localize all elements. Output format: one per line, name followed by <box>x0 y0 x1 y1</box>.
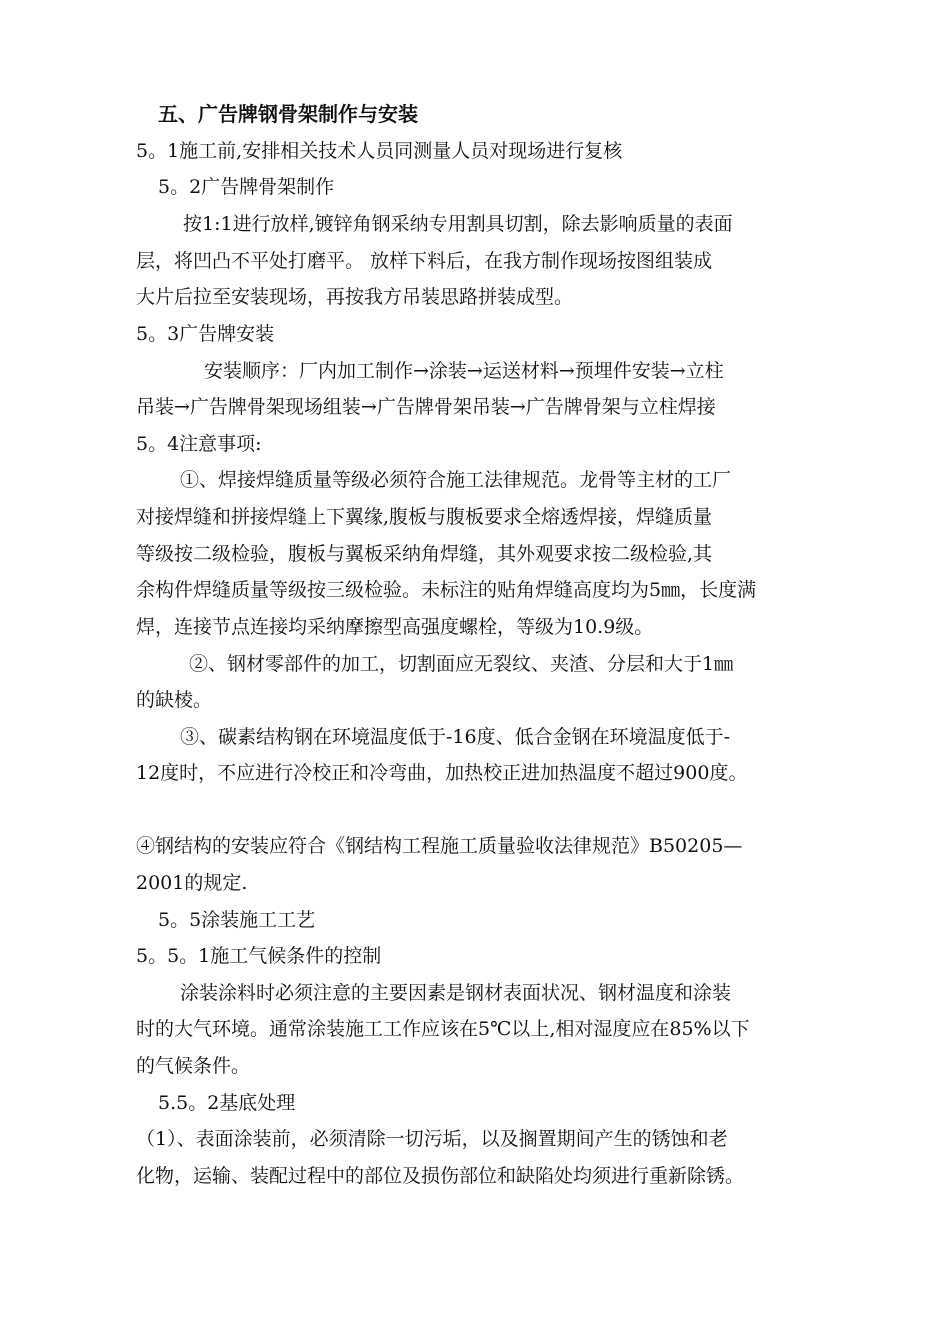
paragraph-5-5-1-line-3: 的气候条件。 <box>136 1055 251 1077</box>
paragraph-5-2-line-1: 按1:1进行放样,镀锌角钢采纳专用割具切割，除去影响质量的表面 <box>183 213 733 235</box>
section-title: 五、广告牌钢骨架制作与安装 <box>158 102 418 126</box>
paragraph-5-5-1-line-1: 涂装涂料时必须注意的主要因素是钢材表面状况、钢材温度和涂装 <box>180 982 732 1004</box>
item-4-line-1: ④钢结构的安装应符合《钢结构工程施工质量验收法律规范》B50205— <box>136 835 743 857</box>
heading-5-3: 5。3广告牌安装 <box>136 323 275 345</box>
heading-5-2: 5。2广告牌骨架制作 <box>158 176 335 198</box>
item-2-line-2: 的缺棱。 <box>136 689 213 711</box>
heading-5-5: 5。5涂装施工工艺 <box>158 909 316 931</box>
item-1-line-2: 对接焊缝和拼接焊缝上下翼缘,腹板与腹板要求全熔透焊接，焊缝质量 <box>136 506 713 528</box>
paragraph-5-5-2-line-1: （1）、表面涂装前，必须清除一切污垢，以及搁置期间产生的锈蚀和老 <box>136 1128 728 1150</box>
item-4-line-2: 2001的规定. <box>136 872 248 894</box>
item-1-line-4: 余构件焊缝质量等级按三级检验。未标注的贴角焊缝高度均为5㎜，长度满 <box>136 579 757 601</box>
item-3-line-2: 12度时，不应进行冷校正和冷弯曲，加热校正进加热温度不超过900度。 <box>136 762 748 784</box>
item-1-line-3: 等级按二级检验，腹板与翼板采纳角焊缝，其外观要求按二级检验,其 <box>136 543 713 565</box>
item-3-line-1: ③、碳素结构钢在环境温度低于-16度、低合金钢在环境温度低于- <box>180 726 731 748</box>
paragraph-5-5-1-line-2: 时的大气环境。通常涂装施工工作应该在5℃以上,相对湿度应在85%以下 <box>136 1018 750 1040</box>
heading-5-5-1: 5。5。1施工气候条件的控制 <box>136 945 382 967</box>
paragraph-5-3-line-1: 安装顺序：厂内加工制作→涂装→运送材料→预埋件安装→立柱 <box>204 360 724 382</box>
item-1-line-1: ①、焊接焊缝质量等级必须符合施工法律规范。龙骨等主材的工厂 <box>180 469 732 491</box>
paragraph-5-2-line-2: 层，将凹凸不平处打磨平。 放样下料后，在我方制作现场按图组装成 <box>136 250 713 272</box>
paragraph-5-3-line-2: 吊装→广告牌骨架现场组装→广告牌骨架吊装→广告牌骨架与立柱焊接 <box>136 396 716 418</box>
item-1-line-5: 焊，连接节点连接均采纳摩擦型高强度螺栓，等级为10.9级。 <box>136 616 654 638</box>
heading-5-5-2: 5.5。2基底处理 <box>158 1092 296 1114</box>
heading-5-4: 5。4注意事项: <box>136 433 262 455</box>
item-2-line-1: ②、钢材零部件的加工，切割面应无裂纹、夹渣、分层和大于1㎜ <box>189 653 734 675</box>
paragraph-5-1: 5。1施工前,安排相关技术人员同测量人员对现场进行复核 <box>136 140 623 162</box>
paragraph-5-5-2-line-2: 化物，运输、装配过程中的部位及损伤部位和缺陷处均须进行重新除锈。 <box>136 1165 745 1187</box>
paragraph-5-2-line-3: 大片后拉至安装现场，再按我方吊装思路拼装成型。 <box>136 286 574 308</box>
